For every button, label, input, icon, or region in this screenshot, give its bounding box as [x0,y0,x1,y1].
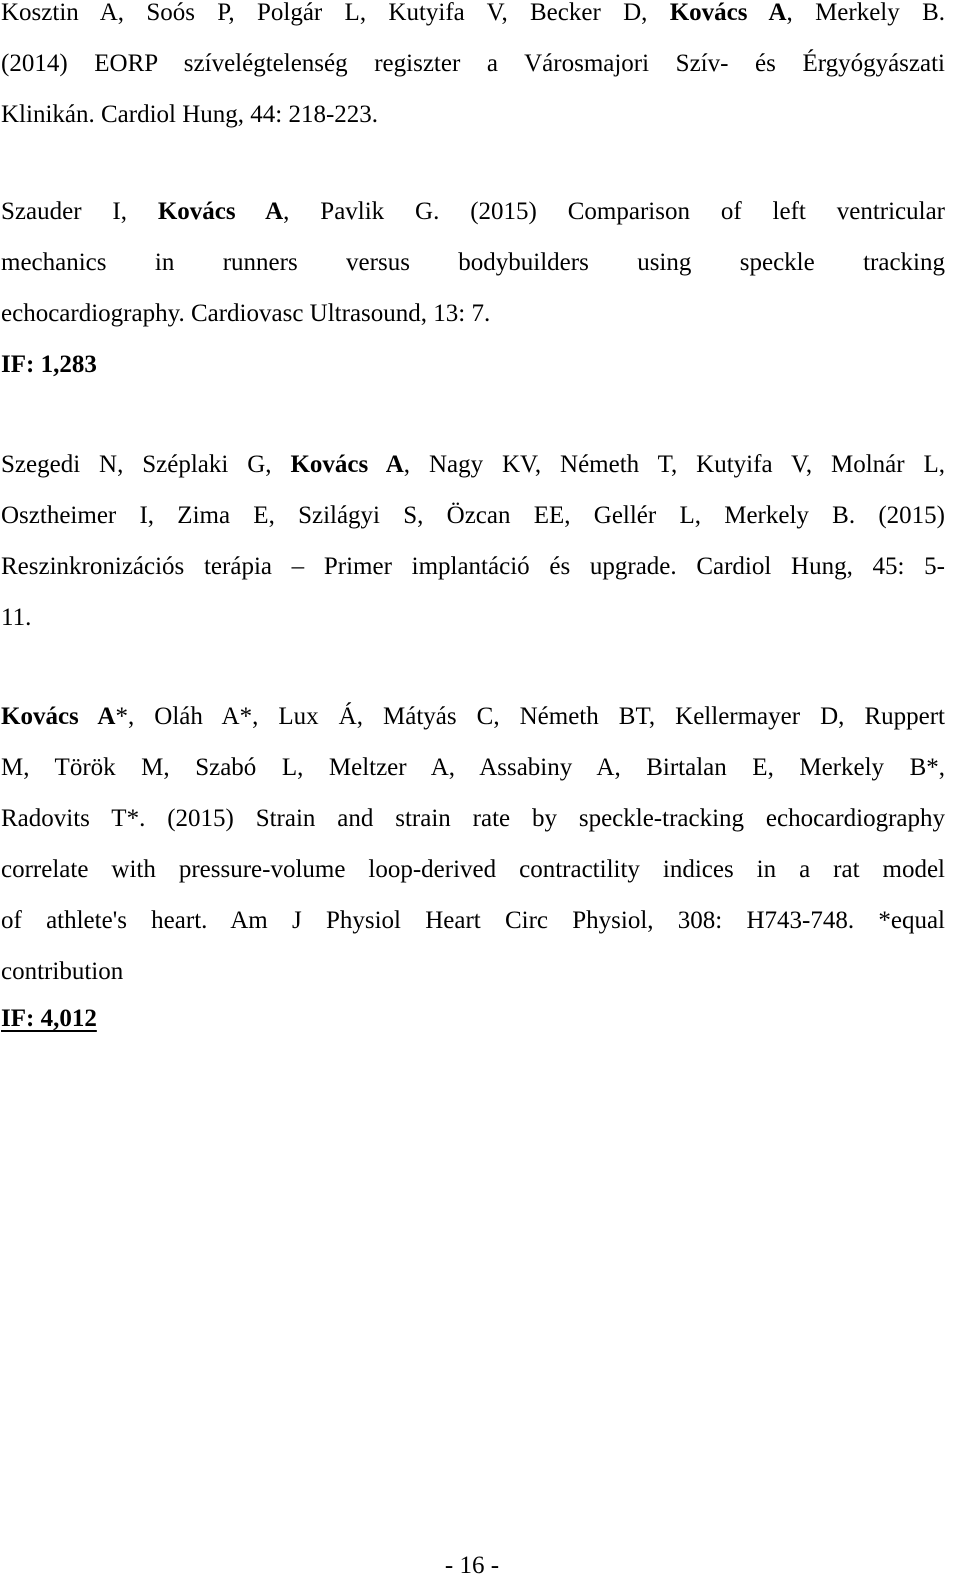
page-number: - 16 - [444,1552,500,1579]
reference-text: M, Török M, Szabó L, Meltzer A, Assabiny A, Birtalan E, Merkely B*, [1,754,945,781]
reference-entry-kosztin [1,0,945,140]
reference-text: Szegedi N, Széplaki G, [1,451,291,478]
reference-line [1,691,945,742]
impact-factor-szauder [1,339,97,390]
reference-line [1,439,945,490]
reference-line [1,895,945,946]
reference-entry-szegedi [1,439,945,643]
reference-line [1,89,945,140]
reference-entry-kovacs [1,691,945,997]
reference-text: Osztheimer I, Zima E, Szilágyi S, Özcan EE, Gellér L, Merkely B. (2015) [1,502,945,529]
reference-line [1,490,945,541]
reference-line [1,237,945,288]
reference-text: Reszinkronizációs terápia – Primer implantáció és upgrade. Cardiol Hung, 45: 5- [1,553,945,580]
reference-text: (2014) EORP szívelégtelenség regiszter a Városmajori Szív- és Érgyógyászati [1,50,945,77]
reference-line [1,946,945,997]
author-highlight: Kovács A [157,198,284,225]
reference-text: 11. [1,604,32,631]
reference-text: echocardiography. Cardiovasc Ultrasound, 13: 7. [1,300,491,327]
reference-text: correlate with pressure-volume loop-derived contractility indices in a rat model [1,856,945,883]
reference-text: Kosztin A, Soós P, Polgár L, Kutyifa V, Becker D, [1,0,670,26]
reference-text: Klinikán. Cardiol Hung, 44: 218-223. [1,101,379,128]
reference-text: , Pavlik G. (2015) Comparison of left ventricular [283,198,946,225]
reference-line [1,0,945,38]
reference-text: contribution [1,958,124,985]
reference-line [1,541,945,592]
reference-line [1,793,945,844]
reference-text: mechanics in runners versus bodybuilders using speckle tracking [1,249,945,276]
impact-factor-text: IF: 4,012 [1,1005,97,1032]
reference-text: Radovits T*. (2015) Strain and strain rate by speckle-tracking echocardiography [1,805,945,832]
reference-entry-szauder [1,186,945,339]
reference-line [1,38,945,89]
reference-text: , Merkely B. [786,0,945,26]
author-highlight: Kovács A [290,451,404,478]
reference-text: Szauder I, [1,198,158,225]
impact-factor-kovacs [1,993,97,1044]
reference-line [1,186,945,237]
reference-line [1,288,945,339]
author-highlight: Kovács A [669,0,787,26]
reference-text: of athlete's heart. Am J Physiol Heart Circ Physiol, 308: H743-748. *equal [1,907,945,934]
reference-line [1,742,945,793]
author-highlight: Kovács A [1,703,116,730]
reference-line [1,844,945,895]
reference-text: , Nagy KV, Németh T, Kutyifa V, Molnár L, [403,451,945,478]
reference-text: *, Oláh A*, Lux Á, Mátyás C, Németh BT, Kellermayer D, Ruppert [115,703,945,730]
reference-line [1,592,945,643]
impact-factor-text: IF: 1,283 [1,351,97,378]
